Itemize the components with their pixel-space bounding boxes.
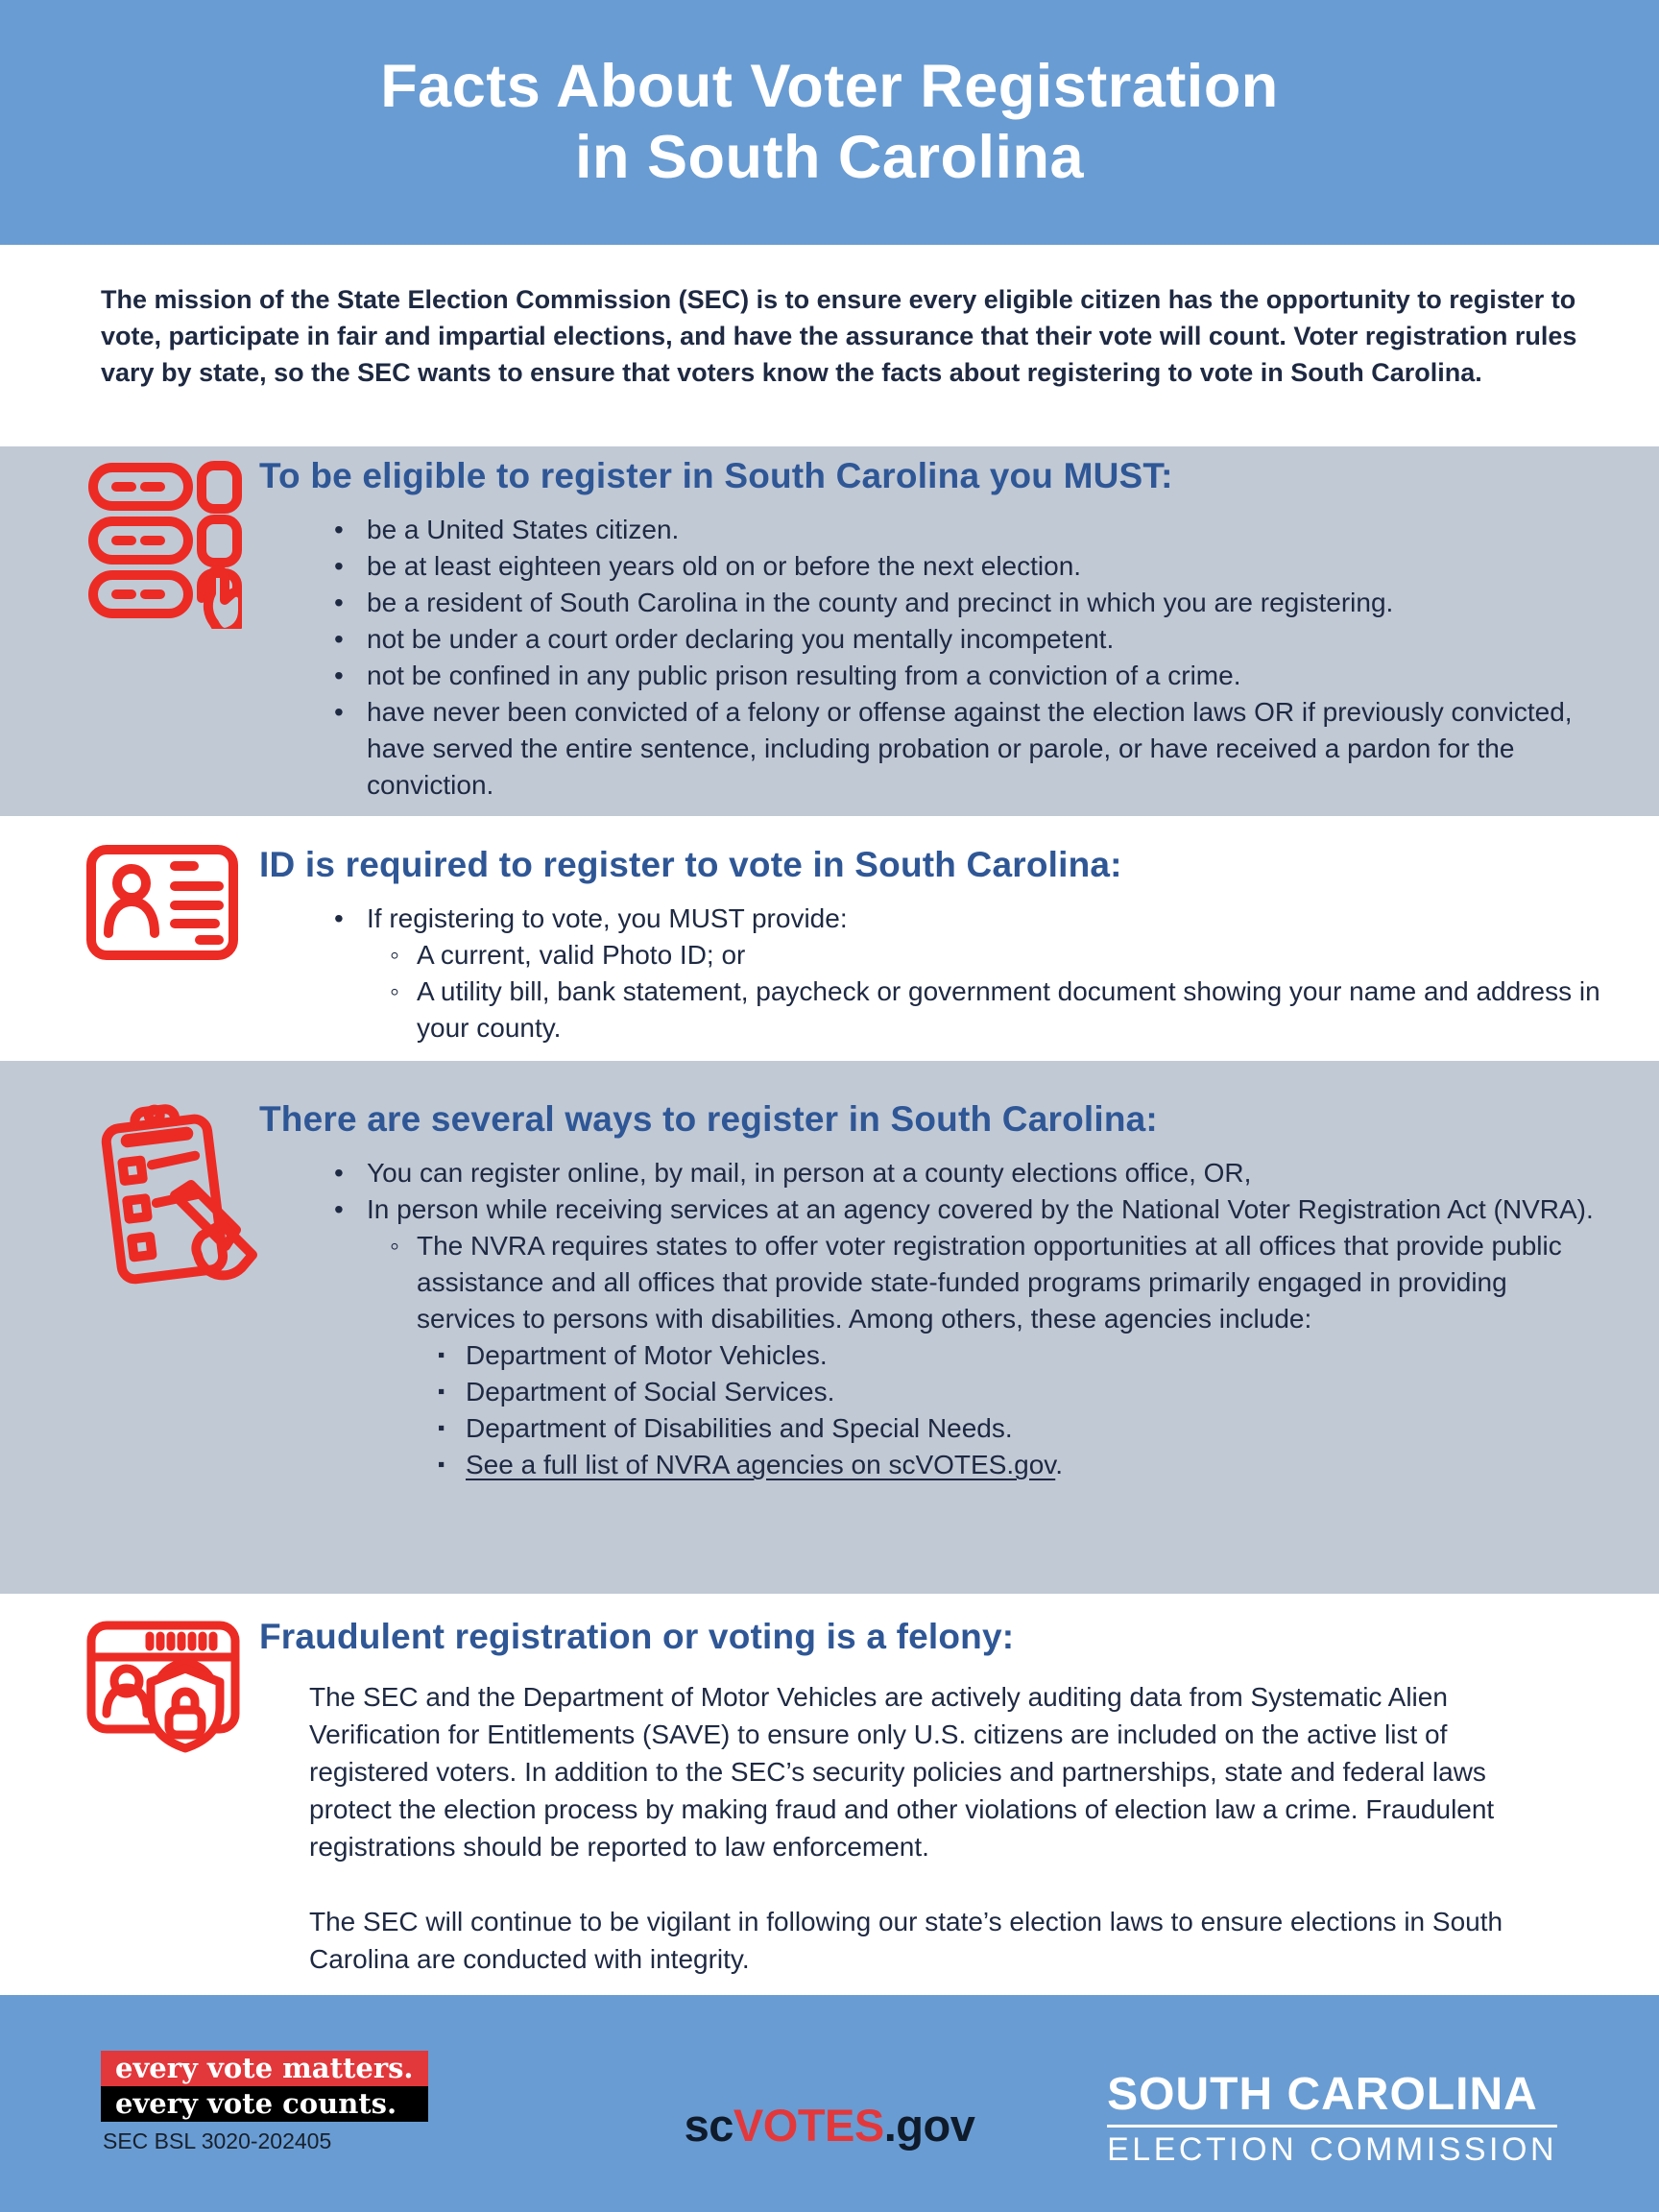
bullet-item (259, 974, 1603, 1046)
bullet-item (259, 1155, 1603, 1191)
section-content (259, 1617, 1603, 1995)
nvra-agencies-link-item[interactable] (259, 1447, 1603, 1483)
section-id-required (0, 816, 1659, 1061)
bullet-item (259, 658, 1603, 694)
bullet-text: The NVRA requires states to offer voter registration opportunities at all offices that provide public assistance and all offices that provide state-funded programs primarily engaged in providing services to persons with disabilities. Among others, these agencies include: (417, 1231, 1562, 1334)
bullet-text: be a resident of South Carolina in the county and precinct in which you are registering. (367, 588, 1394, 617)
bullet-text: be at least eighteen years old on or before the next election. (367, 551, 1082, 581)
section-paragraphs (259, 1678, 1603, 1978)
bullet-text: Department of Social Services. (466, 1377, 835, 1407)
section-heading: ID is required to register to vote in South Carolina: (259, 845, 1122, 884)
browser-shield-lock-icon (86, 1617, 259, 1995)
section-paragraph: The SEC and the Department of Motor Vehicles are actively auditing data from Systematic Alien Verification for Entitlements (SAVE) to ensure only U.S. citizens are included on the active list of registered voters. In addition to the SEC’s security policies and partnerships, state and federal laws protect the election process by making fraud and other violations of election law a crime. Fraudulent registrations should be reported to law enforcement. (309, 1682, 1495, 1862)
bullet-text: You can register online, by mail, in person at a county elections office, OR, (367, 1158, 1252, 1188)
scvotes-votes: VOTES (733, 2100, 884, 2151)
org-name-line1: SOUTH CAROLINA (1107, 2069, 1538, 2120)
bullet-text: A current, valid Photo ID; or (417, 940, 746, 970)
bullet-item (259, 1374, 1603, 1410)
sec-bsl-code: SEC BSL 3020-202405 (103, 2128, 332, 2153)
bullet-marker: ▪ (438, 1344, 445, 1366)
org-name-line2: ELECTION COMMISSION (1107, 2131, 1557, 2168)
bullet-text: be a United States citizen. (367, 515, 680, 544)
bullet-marker: • (334, 1194, 344, 1224)
bullet-marker: • (334, 697, 344, 727)
every-vote-logo (101, 2051, 428, 2154)
org-logo-rule (1107, 2125, 1557, 2128)
bullet-item (259, 694, 1603, 804)
section-heading: There are several ways to register in South Carolina: (259, 1099, 1158, 1139)
bullet-marker: ◦ (390, 1231, 399, 1261)
section-ways-to-register (0, 1061, 1659, 1594)
header-band (0, 0, 1659, 245)
bullet-item (259, 1410, 1603, 1447)
every-vote-matters-bar: every vote matters. (101, 2051, 428, 2086)
bullet-marker: ▪ (438, 1417, 445, 1439)
scvotes-gov: .gov (883, 2100, 975, 2151)
bullet-item (259, 585, 1603, 621)
bullet-marker: • (334, 1158, 344, 1188)
section-eligibility (0, 446, 1659, 816)
ballot-buttons-hand-icon (86, 456, 259, 816)
mission-section (0, 245, 1659, 446)
page-title-line2: in South Carolina (574, 123, 1084, 191)
bullet-item (259, 512, 1603, 548)
bullet-marker: ◦ (390, 976, 399, 1006)
bullet-marker: • (334, 515, 344, 544)
bullet-text: have never been convicted of a felony or offense against the election laws OR if previously convicted, have served the entire sentence, including probation or parole, or have received a pardon for the conviction. (367, 697, 1573, 800)
sc-election-commission-logo (1107, 2069, 1557, 2168)
bullet-item (259, 1191, 1603, 1228)
bullet-marker: ◦ (390, 940, 399, 970)
section-content (259, 456, 1603, 816)
clipboard-pen-icon (86, 1099, 259, 1594)
bullet-text: not be under a court order declaring you mentally incompetent. (367, 624, 1115, 654)
bullet-text: not be confined in any public prison resulting from a conviction of a crime. (367, 661, 1241, 690)
bullet-item (259, 621, 1603, 658)
bullet-list (259, 512, 1603, 804)
bullet-text: See a full list of NVRA agencies on scVOTES.gov. (466, 1450, 1064, 1479)
bullet-item (259, 1337, 1603, 1374)
bullet-text: If registering to vote, you MUST provide: (367, 903, 848, 933)
section-heading: Fraudulent registration or voting is a felony: (259, 1617, 1015, 1656)
scvotes-gov-logo (685, 2099, 975, 2152)
section-fraud-felony (0, 1594, 1659, 1995)
bullet-text: A utility bill, bank statement, paycheck or government document showing your name and address in your county. (417, 976, 1600, 1043)
bullet-text: In person while receiving services at an agency covered by the National Voter Registration Act (NVRA). (367, 1194, 1594, 1224)
page-title-line1: Facts About Voter Registration (380, 52, 1279, 120)
bullet-item (259, 937, 1603, 974)
section-content (259, 845, 1603, 1061)
bullet-item (259, 901, 1603, 937)
section-content (259, 1099, 1603, 1594)
bullet-marker: • (334, 551, 344, 581)
section-paragraph: The SEC will continue to be vigilant in following our state’s election laws to ensure elections in South Carolina are conducted with integrity. (309, 1907, 1503, 1974)
bullet-item (259, 1228, 1603, 1337)
bullet-text: Department of Disabilities and Special Needs. (466, 1413, 1013, 1443)
bullet-marker: • (334, 903, 344, 933)
every-vote-counts-bar: every vote counts. (101, 2086, 428, 2122)
bullet-marker: • (334, 624, 344, 654)
bullet-list (259, 1155, 1603, 1483)
scvotes-sc: sc (684, 2100, 733, 2151)
id-card-icon (86, 845, 259, 1061)
footer-band (0, 1995, 1659, 2212)
bullet-marker: ▪ (438, 1454, 445, 1476)
bullet-marker: • (334, 661, 344, 690)
bullet-item (259, 548, 1603, 585)
bullet-list (259, 901, 1603, 1046)
page-title (380, 52, 1279, 193)
mission-text: The mission of the State Election Commission (SEC) is to ensure every eligible citizen has the opportunity to register to vote, participate in fair and impartial elections, and have the assurance that their vote will count. Voter registration rules vary by state, so the SEC wants to ensure that voters know the facts about registering to vote in South Carolina. (101, 285, 1577, 387)
section-heading: To be eligible to register in South Carolina you MUST: (259, 456, 1173, 495)
bullet-marker: ▪ (438, 1381, 445, 1403)
bullet-marker: • (334, 588, 344, 617)
bullet-text: Department of Motor Vehicles. (466, 1340, 828, 1370)
